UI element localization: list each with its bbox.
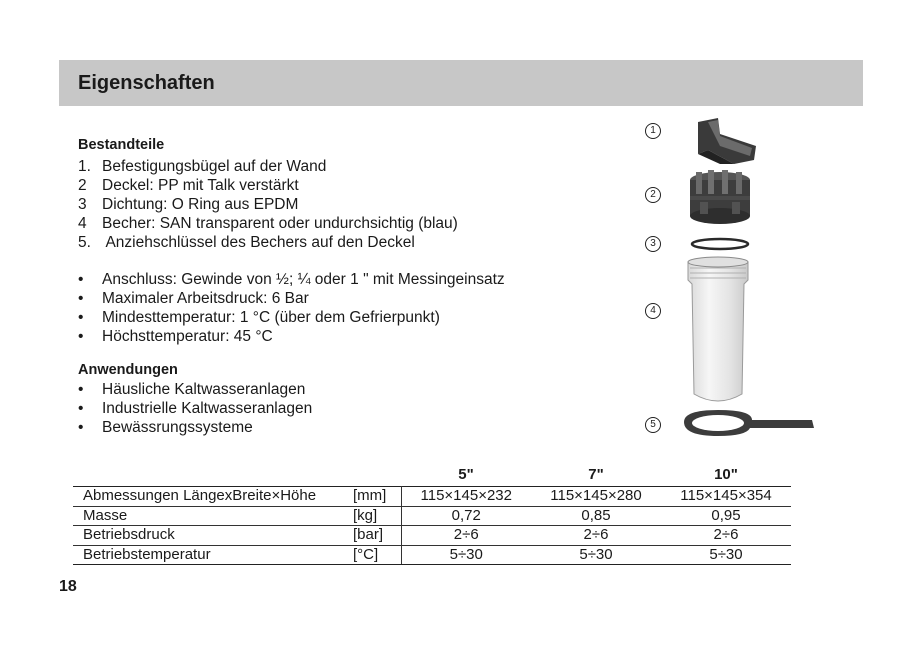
table-row: Betriebstemperatur [°C] 5÷30 5÷30 5÷30 — [73, 545, 791, 565]
specs-table — [73, 462, 791, 565]
column-header: 5" — [458, 465, 474, 483]
anwendungen-heading: Anwendungen — [78, 362, 178, 378]
column-header: 7" — [588, 465, 604, 483]
list-item: • Mindesttemperatur: 1 °C (über dem Gefrierpunkt) — [78, 309, 440, 326]
part-number-1: 1 — [645, 123, 661, 139]
table-header-row — [73, 462, 791, 487]
part-number-3: 3 — [645, 236, 661, 252]
page-number: 18 — [59, 578, 77, 595]
part-number-5: 5 — [645, 417, 661, 433]
anwendungen-list — [78, 380, 312, 437]
section-header-bar — [59, 60, 863, 106]
list-item: • Höchsttemperatur: 45 °C — [78, 328, 273, 345]
part-number-2: 2 — [645, 187, 661, 203]
o-ring-icon — [689, 236, 751, 252]
list-item: • Industrielle Kaltwasseranlagen — [78, 400, 313, 417]
filter-bowl-icon — [686, 254, 750, 408]
list-item: • Anschluss: Gewinde von ½; ¼ oder 1 " mit Messingeinsatz — [78, 271, 505, 288]
list-item: 3 Dichtung: O Ring aus EPDM — [78, 196, 299, 213]
list-item: 5. Anziehschlüssel des Bechers auf den Deckel — [78, 234, 415, 251]
list-item: 4 Becher: SAN transparent oder undurchsichtig (blau) — [78, 215, 458, 232]
table-row: Betriebsdruck [bar] 2÷6 2÷6 2÷6 — [73, 526, 791, 546]
features-list — [78, 270, 505, 346]
bestandteile-heading: Bestandteile — [78, 137, 165, 153]
list-item: • Häusliche Kaltwasseranlagen — [78, 381, 306, 398]
wall-bracket-icon — [690, 116, 760, 166]
list-item: • Maximaler Arbeitsdruck: 6 Bar — [78, 290, 309, 307]
filter-cap-icon — [686, 170, 754, 228]
column-header: 10" — [714, 465, 738, 483]
part-number-4: 4 — [645, 303, 661, 319]
table-row: Abmessungen LängexBreite×Höhe [mm] 115×145×232 115×145×280 115×145×354 — [73, 487, 791, 507]
list-item: 2 Deckel: PP mit Talk verstärkt — [78, 177, 299, 194]
list-item: • Bewässrungssysteme — [78, 419, 253, 436]
table-row: Masse [kg] 0,72 0,85 0,95 — [73, 506, 791, 526]
bestandteile-list — [78, 157, 458, 252]
wrench-icon — [680, 408, 816, 438]
section-title: Eigenschaften — [78, 72, 215, 94]
list-item: 1. Befestigungsbügel auf der Wand — [78, 158, 327, 175]
